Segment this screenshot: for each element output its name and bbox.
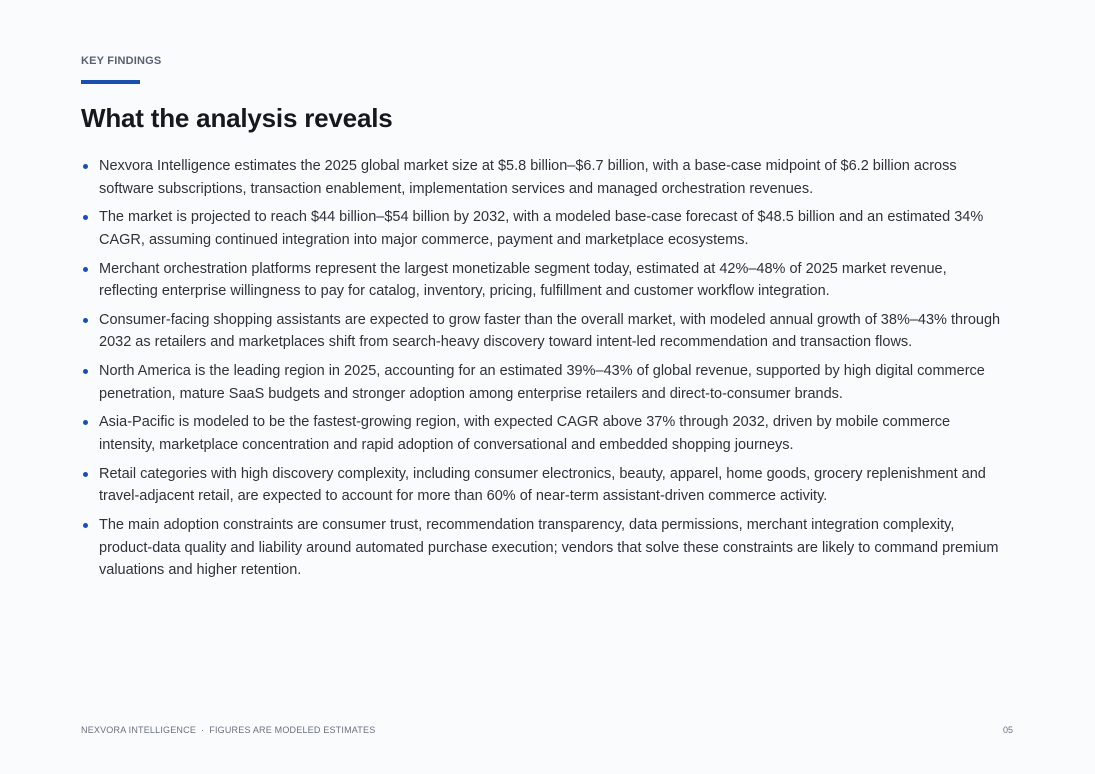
- bullet-icon: [83, 318, 88, 323]
- footer-brand: NEXVORA INTELLIGENCE: [81, 725, 197, 735]
- finding-text: Nexvora Intelligence estimates the 2025 global market size at $5.8 billion–$6.7 billion, with a base-case midpoint of $6.2 billion across software subscriptions, transaction enablement, implementation services and managed orchestration revenues.: [99, 158, 957, 197]
- finding-text: Retail categories with high discovery complexity, including consumer electronics, beauty, apparel, home goods, grocery replenishment and travel-adjacent retail, are expected to account for more than 60% of near-term assistant-driven commerce activity.: [99, 465, 986, 505]
- finding-item: [81, 309, 1001, 354]
- finding-text: Asia-Pacific is modeled to be the fastest-growing region, with expected CAGR above 37% through 2032, driven by mobile commerce intensity, marketplace concentration and rapid adoption of conversational and embedded shopping journeys.: [99, 414, 951, 453]
- accent-bar: [81, 80, 140, 84]
- finding-item: [81, 411, 1001, 456]
- finding-text: Merchant orchestration platforms represent the largest monetizable segment today, estimated at 42%–48% of 2025 market revenue, reflecting enterprise willingness to pay for catalog, inventory, pricing, fulfillment and customer workflow integration.: [99, 260, 947, 300]
- footer-disclaimer: FIGURES ARE MODELED ESTIMATES: [209, 725, 376, 735]
- finding-item: [81, 463, 1001, 508]
- bullet-icon: [83, 523, 88, 528]
- finding-text: Consumer-facing shopping assistants are expected to grow faster than the overall market, with modeled annual growth of 38%–43% through 2032 as retailers and marketplaces shift from search-heavy discovery toward intent-led recommendation and transaction flows.: [99, 311, 1001, 351]
- section-eyebrow: KEY FINDINGS: [81, 55, 162, 67]
- bullet-icon: [83, 420, 88, 425]
- bullet-icon: [83, 164, 88, 169]
- page-number: 05: [1003, 725, 1014, 735]
- finding-item: [81, 360, 1001, 405]
- finding-item: [81, 514, 1001, 582]
- bullet-icon: [83, 267, 88, 272]
- bullet-icon: [83, 472, 88, 477]
- finding-item: [81, 155, 1001, 200]
- finding-text: North America is the leading region in 2025, accounting for an estimated 39%–43% of global revenue, supported by high digital commerce penetration, mature SaaS budgets and stronger adoption among enterprise retailers and direct-to-consumer brands.: [99, 363, 985, 402]
- finding-text: The market is projected to reach $44 billion–$54 billion by 2032, with a modeled base-case forecast of $48.5 billion and an estimated 34% CAGR, assuming continued integration into major commerce, payment and marketplace ecosystems.: [99, 209, 984, 248]
- footer-note: [81, 725, 375, 735]
- footer-separator: ·: [201, 725, 205, 735]
- page-title: What the analysis reveals: [81, 103, 393, 133]
- bullet-icon: [83, 369, 88, 374]
- findings-list: [81, 155, 1001, 588]
- finding-item: [81, 206, 1001, 251]
- finding-item: [81, 258, 1001, 303]
- bullet-icon: [83, 215, 88, 220]
- finding-text: The main adoption constraints are consumer trust, recommendation transparency, data permissions, merchant integration complexity, product-data quality and liability around automated purchase execution; vendors that solve these constraints are likely to command premium valuations and higher retention.: [99, 517, 999, 579]
